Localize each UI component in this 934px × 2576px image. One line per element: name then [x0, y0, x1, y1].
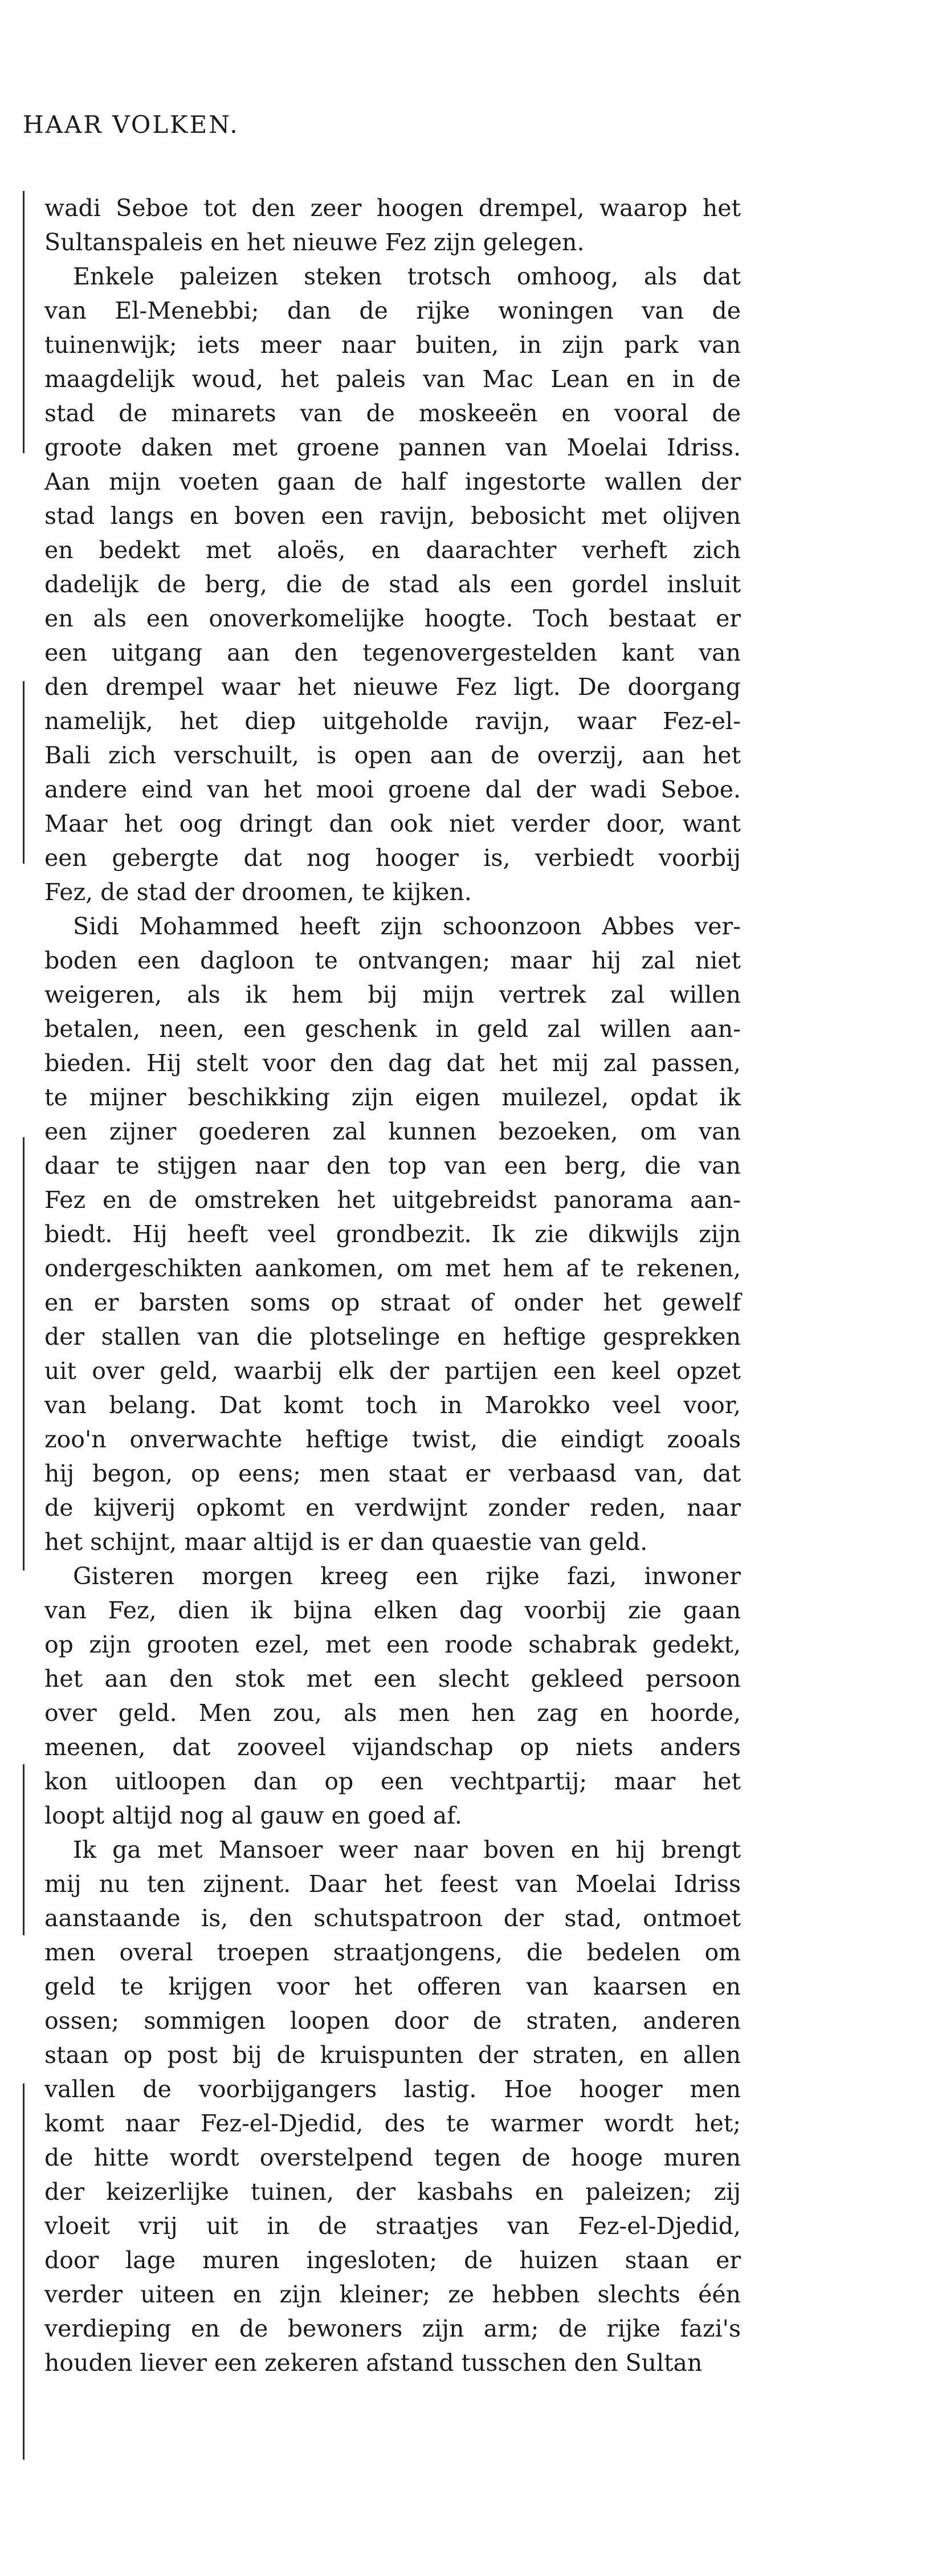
margin-rule [23, 1764, 25, 1935]
text-line: Fez en de omstreken het uitgebreidst panorama aan- [44, 1186, 741, 1214]
text-line: staan op post bij de kruispunten der straten, en allen [44, 2041, 741, 2069]
text-line: loopt altijd nog al gauw en goed af. [44, 1802, 462, 1829]
text-line: verder uiteen en zijn kleiner; ze hebben slechts één [44, 2281, 741, 2308]
text-line: over geld. Men zou, als men hen zag en hoorde, [44, 1699, 741, 1727]
text-line: vloeit vrij uit in de straatjes van Fez-el-Djedid, [44, 2212, 741, 2240]
text-line: Aan mijn voeten gaan de half ingestorte wallen der [44, 468, 741, 495]
text-line: biedt. Hij heeft veel grondbezit. Ik zie dikwijls zijn [44, 1220, 741, 1248]
text-line: op zijn grooten ezel, met een roode schabrak gedekt, [44, 1631, 741, 1658]
text-line: een gebergte dat nog hooger is, verbiedt voorbij [44, 844, 741, 872]
margin-rule [23, 1137, 25, 1570]
text-line: hij begon, op eens; men staat er verbaasd van, dat [44, 1460, 741, 1487]
text-line: maagdelijk woud, het paleis van Mac Lean en in de [44, 365, 741, 393]
text-line: van belang. Dat komt toch in Marokko veel voor, [44, 1391, 741, 1419]
text-line: Fez, de stad der droomen, te kijken. [44, 878, 472, 906]
text-line: boden een dagloon te ontvangen; maar hij zal niet [44, 947, 741, 974]
text-line: het aan den stok met een slecht gekleed persoon [44, 1665, 741, 1692]
text-line: een zijner goederen zal kunnen bezoeken, om van [44, 1118, 741, 1145]
text-line: mij nu ten zijnent. Daar het feest van Moelai Idriss [44, 1870, 741, 1898]
text-line: ossen; sommigen loopen door de straten, anderen [44, 2007, 741, 2034]
text-line: houden liever een zekeren afstand tusschen den Sultan [44, 2349, 703, 2376]
margin-rule [23, 2083, 25, 2460]
text-line: aanstaande is, den schutspatroon der stad, ontmoet [44, 1904, 741, 1932]
text-line: bieden. Hij stelt voor den dag dat het mij zal passen, [44, 1049, 741, 1077]
text-line: ondergeschikten aankomen, om met hem af te rekenen, [44, 1255, 741, 1282]
text-line: het schijnt, maar altijd is er dan quaestie van geld. [44, 1528, 648, 1556]
text-line: Ik ga met Mansoer weer naar boven en hij brengt [73, 1836, 741, 1863]
text-line: meenen, dat zooveel vijandschap op niets anders [44, 1733, 741, 1761]
text-line: te mijner beschikking zijn eigen muilezel, opdat ik [44, 1084, 741, 1111]
text-line: komt naar Fez-el-Djedid, des te warmer wordt het; [44, 2110, 741, 2137]
text-line: uit over geld, waarbij elk der partijen een keel opzet [44, 1357, 741, 1385]
text-line: Enkele paleizen steken trotsch omhoog, als dat [73, 263, 741, 290]
text-line: stad de minarets van de moskeeën en vooral de [44, 400, 741, 427]
text-line: stad langs en boven een ravijn, bebosicht met olijven [44, 502, 741, 530]
text-line: Sultanspaleis en het nieuwe Fez zijn gelegen. [44, 229, 585, 256]
text-line: Sidi Mohammed heeft zijn schoonzoon Abbes ver- [73, 913, 741, 940]
text-line: en bedekt met aloës, en daarachter verheft zich [44, 536, 741, 564]
text-line: andere eind van het mooi groene dal der wadi Seboe. [44, 776, 741, 803]
text-line: Bali zich verschuilt, is open aan de overzij, aan het [44, 742, 741, 769]
text-line: betalen, neen, een geschenk in geld zal willen aan- [44, 1015, 741, 1043]
text-line: den drempel waar het nieuwe Fez ligt. De doorgang [44, 673, 741, 701]
text-line: geld te krijgen voor het offeren van kaarsen en [44, 1973, 741, 2000]
text-line: namelijk, het diep uitgeholde ravijn, waar Fez-el- [44, 707, 741, 735]
text-line: verdieping en de bewoners zijn arm; de rijke fazi's [44, 2315, 741, 2342]
text-line: en als een onoverkomelijke hoogte. Toch bestaat er [44, 605, 741, 632]
text-line: weigeren, als ik hem bij mijn vertrek zal willen [44, 981, 741, 1008]
text-line: vallen de voorbijgangers lastig. Hoe hooger men [44, 2076, 741, 2103]
text-line: en er barsten soms op straat of onder het gewelf [44, 1289, 741, 1316]
running-head: HAAR VOLKEN. [23, 111, 239, 139]
text-line: dadelijk de berg, die de stad als een gordel insluit [44, 571, 741, 598]
text-line: van Fez, dien ik bijna elken dag voorbij zie gaan [44, 1597, 741, 1624]
margin-rule [23, 681, 25, 864]
text-line: een uitgang aan den tegenovergestelden kant van [44, 639, 741, 666]
text-line: de hitte wordt overstelpend tegen de hooge muren [44, 2144, 741, 2171]
text-line: kon uitloopen dan op een vechtpartij; maar het [44, 1768, 741, 1795]
text-line: Gisteren morgen kreeg een rijke fazi, inwoner [73, 1562, 741, 1590]
text-line: wadi Seboe tot den zeer hoogen drempel, waarop het [44, 194, 741, 222]
margin-rule [23, 191, 25, 453]
text-line: men overal troepen straatjongens, die bedelen om [44, 1939, 741, 1966]
text-line: de kijverij opkomt en verdwijnt zonder reden, naar [44, 1494, 741, 1521]
text-line: Maar het oog dringt dan ook niet verder door, want [44, 810, 741, 837]
text-line: tuinenwijk; iets meer naar buiten, in zijn park van [44, 331, 741, 359]
text-line: zoo'n onverwachte heftige twist, die eindigt zooals [44, 1426, 741, 1453]
text-line: der keizerlijke tuinen, der kasbahs en paleizen; zij [44, 2178, 741, 2205]
text-line: der stallen van die plotselinge en heftige gesprekken [44, 1323, 741, 1350]
text-line: groote daken met groene pannen van Moelai Idriss. [44, 434, 741, 461]
text-line: daar te stijgen naar den top van een berg, die van [44, 1152, 741, 1179]
text-line: van El-Menebbi; dan de rijke woningen van de [44, 297, 741, 324]
text-column [23, 191, 741, 2376]
text-line: door lage muren ingesloten; de huizen staan er [44, 2247, 741, 2274]
